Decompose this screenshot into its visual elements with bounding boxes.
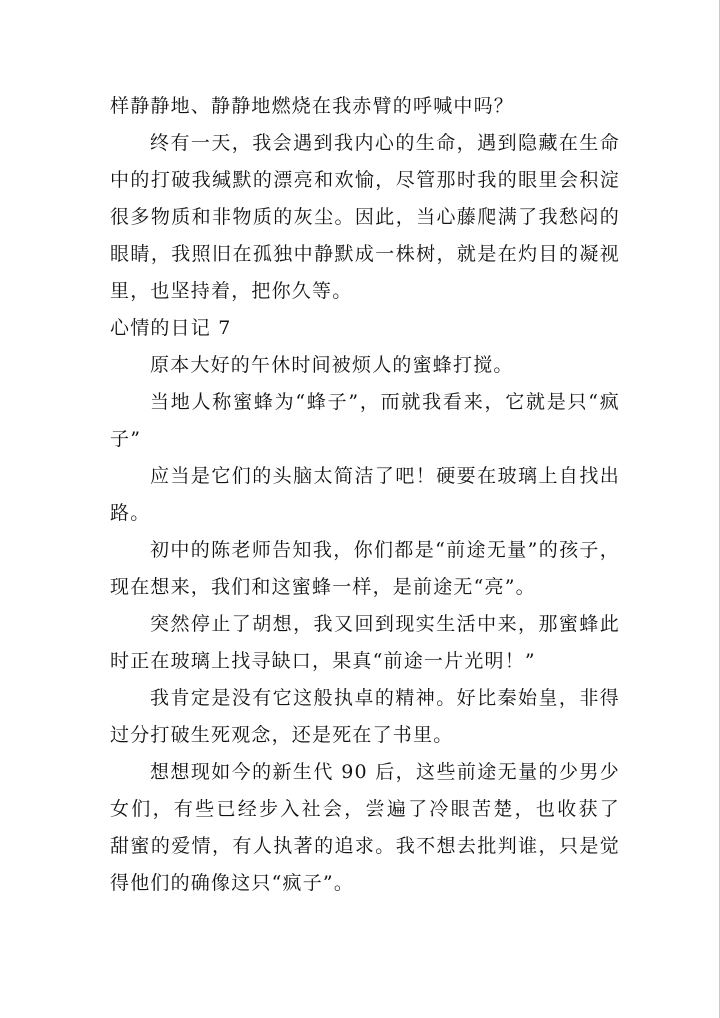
document-body <box>110 88 641 902</box>
paragraph: 突然停止了胡想，我又回到现实生活中来，那蜜蜂此时正在玻璃上找寻缺口，果真“前途一片光明！” <box>110 613 620 672</box>
paragraph: 终有一天，我会遇到我内心的生命，遇到隐藏在生命中的打破我缄默的漂亮和欢愉，尽管那时我的眼里会积淀很多物质和非物质的灰尘。因此，当心藤爬满了我愁闷的眼睛，我照旧在孤独中静默成一株树，就是在灼目的凝视里，也坚持着，把你久等。 <box>110 132 620 302</box>
paragraph-continued: 样静静地、静静地燃烧在我赤臂的呼喊中吗？ <box>110 95 515 117</box>
paragraph: 想想现如今的新生代 90 后，这些前途无量的少男少女们，有些已经步入社会，尝遍了冷眼苦楚，也收获了 甜蜜的爱情，有人执著的追求。我不想去批判谁，只是觉得他们的确像这只“疯子”。 <box>110 761 641 894</box>
paragraph: 我肯定是没有它这般执卓的精神。好比秦始皇，非得过分打破生死观念，还是死在了书里。 <box>110 687 620 746</box>
paragraph: 当地人称蜜蜂为“蜂子”，而就我看来，它就是只“疯子” <box>110 391 620 450</box>
paragraph: 原本大好的午休时间被烦人的蜜蜂打搅。 <box>150 354 514 376</box>
section-heading: 心情的日记 7 <box>110 317 232 339</box>
paragraph: 应当是它们的头脑太简洁了吧！硬要在玻璃上自找出路。 <box>110 465 620 524</box>
paragraph: 初中的陈老师告知我，你们都是“前途无量”的孩子，现在想来，我们和这蜜蜂一样，是前途无“亮”。 <box>110 539 620 598</box>
